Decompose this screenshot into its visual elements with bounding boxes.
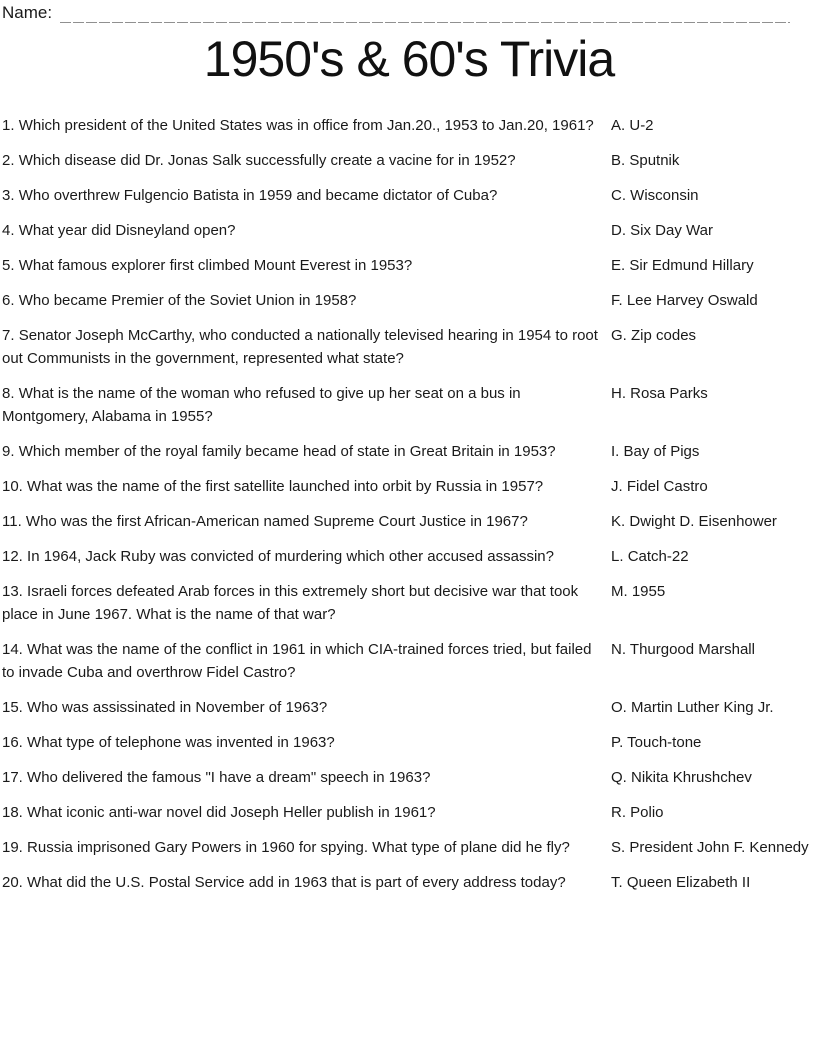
question-number: 12. xyxy=(2,547,23,565)
answer-text: 1955 xyxy=(631,582,666,600)
trivia-row-11 xyxy=(2,510,816,533)
question-number: 10. xyxy=(2,477,23,495)
question-15 xyxy=(2,696,608,719)
answer-option-a xyxy=(611,114,816,137)
trivia-row-19 xyxy=(2,836,816,859)
page-title: 1950's & 60's Trivia xyxy=(203,31,615,87)
question-text: Who became Premier of the Soviet Union in 1958? xyxy=(18,291,357,309)
answer-option-f xyxy=(611,289,816,312)
question-text: Which disease did Dr. Jonas Salk successfully create a vacine for in 1952? xyxy=(18,151,516,169)
answer-letter: P. xyxy=(611,733,624,751)
trivia-row-12 xyxy=(2,545,816,568)
answer-text: Martin Luther King Jr. xyxy=(631,698,774,716)
question-text: What year did Disneyland open? xyxy=(18,221,236,239)
answer-option-b xyxy=(611,149,816,172)
question-number: 5. xyxy=(2,256,15,274)
answer-option-l xyxy=(611,545,816,568)
question-2 xyxy=(2,149,608,172)
trivia-row-6 xyxy=(2,289,816,312)
trivia-row-3 xyxy=(2,184,816,207)
trivia-row-13 xyxy=(2,580,816,626)
trivia-row-5 xyxy=(2,254,816,277)
trivia-row-14 xyxy=(2,638,816,684)
answer-letter: D. xyxy=(611,221,626,239)
question-text: Senator Joseph McCarthy, who conducted a nationally televised hearing in 1954 to root out Communists in the government, represented what state? xyxy=(2,326,598,367)
question-text: What is the name of the woman who refused to give up her seat on a bus in Montgomery, Alabama in 1955? xyxy=(2,384,521,425)
answer-letter: H. xyxy=(611,384,626,402)
answer-text: Nikita Khrushchev xyxy=(631,768,752,786)
answer-letter: N. xyxy=(611,640,626,658)
question-text: What type of telephone was invented in 1963? xyxy=(27,733,335,751)
name-field-row xyxy=(2,2,790,23)
trivia-row-17 xyxy=(2,766,816,789)
answer-text: Rosa Parks xyxy=(630,384,708,402)
answer-option-n xyxy=(611,638,816,661)
trivia-row-10 xyxy=(2,475,816,498)
question-text: Israeli forces defeated Arab forces in this extremely short but decisive war that took place in June 1967. What is the name of that war? xyxy=(2,582,579,623)
trivia-row-8 xyxy=(2,382,816,428)
answer-text: Six Day War xyxy=(630,221,713,239)
answer-letter: L. xyxy=(611,547,624,565)
question-text: Russia imprisoned Gary Powers in 1960 for spying. What type of plane did he fly? xyxy=(27,838,570,856)
question-text: What was the name of the first satellite launched into orbit by Russia in 1957? xyxy=(27,477,544,495)
answer-text: Wisconsin xyxy=(630,186,699,204)
trivia-row-9 xyxy=(2,440,816,463)
trivia-list xyxy=(2,114,816,894)
question-number: 18. xyxy=(2,803,23,821)
answer-text: Bay of Pigs xyxy=(623,442,700,460)
answer-text: Queen Elizabeth II xyxy=(626,873,751,891)
answer-option-q xyxy=(611,766,816,789)
question-number: 16. xyxy=(2,733,23,751)
answer-text: Catch-22 xyxy=(627,547,689,565)
answer-option-h xyxy=(611,382,816,405)
question-6 xyxy=(2,289,608,312)
answer-text: President John F. Kennedy xyxy=(629,838,809,856)
question-text: In 1964, Jack Ruby was convicted of murdering which other accused assassin? xyxy=(27,547,554,565)
question-number: 20. xyxy=(2,873,23,891)
question-5 xyxy=(2,254,608,277)
answer-option-k xyxy=(611,510,816,533)
question-16 xyxy=(2,731,608,754)
question-11 xyxy=(2,510,608,533)
question-20 xyxy=(2,871,608,894)
answer-option-m xyxy=(611,580,816,603)
answer-option-t xyxy=(611,871,816,894)
question-8 xyxy=(2,382,608,428)
question-text: Which president of the United States was in office from Jan.20., 1953 to Jan.20, 1961? xyxy=(18,116,594,134)
question-10 xyxy=(2,475,608,498)
answer-text: Sputnik xyxy=(629,151,680,169)
question-14 xyxy=(2,638,608,684)
question-number: 15. xyxy=(2,698,23,716)
question-number: 19. xyxy=(2,838,23,856)
answer-text: Dwight D. Eisenhower xyxy=(629,512,777,530)
question-number: 3. xyxy=(2,186,15,204)
question-number: 17. xyxy=(2,768,23,786)
question-3 xyxy=(2,184,608,207)
answer-letter: C. xyxy=(611,186,626,204)
trivia-row-16 xyxy=(2,731,816,754)
answer-option-c xyxy=(611,184,816,207)
question-number: 13. xyxy=(2,582,23,600)
trivia-row-15 xyxy=(2,696,816,719)
answer-letter: K. xyxy=(611,512,626,530)
trivia-row-20 xyxy=(2,871,816,894)
answer-letter: Q. xyxy=(611,768,627,786)
answer-option-g xyxy=(611,324,816,347)
question-19 xyxy=(2,836,608,859)
question-4 xyxy=(2,219,608,242)
answer-text: U-2 xyxy=(629,116,654,134)
trivia-row-4 xyxy=(2,219,816,242)
answer-option-o xyxy=(611,696,816,719)
answer-text: Fidel Castro xyxy=(626,477,708,495)
question-text: What iconic anti-war novel did Joseph Heller publish in 1961? xyxy=(27,803,436,821)
answer-text: Thurgood Marshall xyxy=(629,640,755,658)
answer-text: Touch-tone xyxy=(627,733,702,751)
question-number: 11. xyxy=(2,512,22,530)
answer-text: Polio xyxy=(630,803,664,821)
answer-option-e xyxy=(611,254,816,277)
question-number: 8. xyxy=(2,384,15,402)
answer-option-r xyxy=(611,801,816,824)
question-number: 14. xyxy=(2,640,23,658)
answer-option-i xyxy=(611,440,816,463)
answer-letter: A. xyxy=(611,116,626,134)
answer-letter: I. xyxy=(611,442,620,460)
answer-letter: J. xyxy=(611,477,623,495)
question-text: Which member of the royal family became head of state in Great Britain in 1953? xyxy=(18,442,556,460)
name-blank-line xyxy=(60,3,790,23)
question-18 xyxy=(2,801,608,824)
question-text: What did the U.S. Postal Service add in 1963 that is part of every address today? xyxy=(27,873,566,891)
question-text: What was the name of the conflict in 1961 in which CIA-trained forces tried, but failed to invade Cuba and overthrow Fidel Castro? xyxy=(2,640,592,681)
answer-letter: F. xyxy=(611,291,623,309)
trivia-row-2 xyxy=(2,149,816,172)
question-7 xyxy=(2,324,608,370)
answer-letter: S. xyxy=(611,838,626,856)
question-text: Who was assissinated in November of 1963? xyxy=(27,698,328,716)
question-text: Who overthrew Fulgencio Batista in 1959 and became dictator of Cuba? xyxy=(18,186,498,204)
trivia-row-1 xyxy=(2,114,816,137)
name-label: Name: xyxy=(2,3,53,22)
question-13 xyxy=(2,580,608,626)
answer-letter: M. xyxy=(611,582,628,600)
answer-option-p xyxy=(611,731,816,754)
answer-text: Zip codes xyxy=(631,326,697,344)
question-9 xyxy=(2,440,608,463)
question-1 xyxy=(2,114,608,137)
answer-text: Lee Harvey Oswald xyxy=(626,291,758,309)
question-number: 9. xyxy=(2,442,15,460)
question-text: What famous explorer first climbed Mount Everest in 1953? xyxy=(18,256,413,274)
question-text: Who delivered the famous "I have a dream" speech in 1963? xyxy=(27,768,431,786)
answer-letter: E. xyxy=(611,256,626,274)
question-number: 1. xyxy=(2,116,15,134)
trivia-row-18 xyxy=(2,801,816,824)
question-text: Who was the first African-American named Supreme Court Justice in 1967? xyxy=(25,512,528,530)
answer-letter: T. xyxy=(611,873,623,891)
answer-option-d xyxy=(611,219,816,242)
question-number: 4. xyxy=(2,221,15,239)
question-17 xyxy=(2,766,608,789)
answer-letter: R. xyxy=(611,803,626,821)
answer-letter: B. xyxy=(611,151,626,169)
answer-letter: O. xyxy=(611,698,627,716)
question-number: 2. xyxy=(2,151,15,169)
answer-letter: G. xyxy=(611,326,627,344)
answer-option-j xyxy=(611,475,816,498)
answer-option-s xyxy=(611,836,816,859)
trivia-row-7 xyxy=(2,324,816,370)
question-number: 6. xyxy=(2,291,15,309)
question-number: 7. xyxy=(2,326,15,344)
answer-text: Sir Edmund Hillary xyxy=(629,256,754,274)
question-12 xyxy=(2,545,608,568)
